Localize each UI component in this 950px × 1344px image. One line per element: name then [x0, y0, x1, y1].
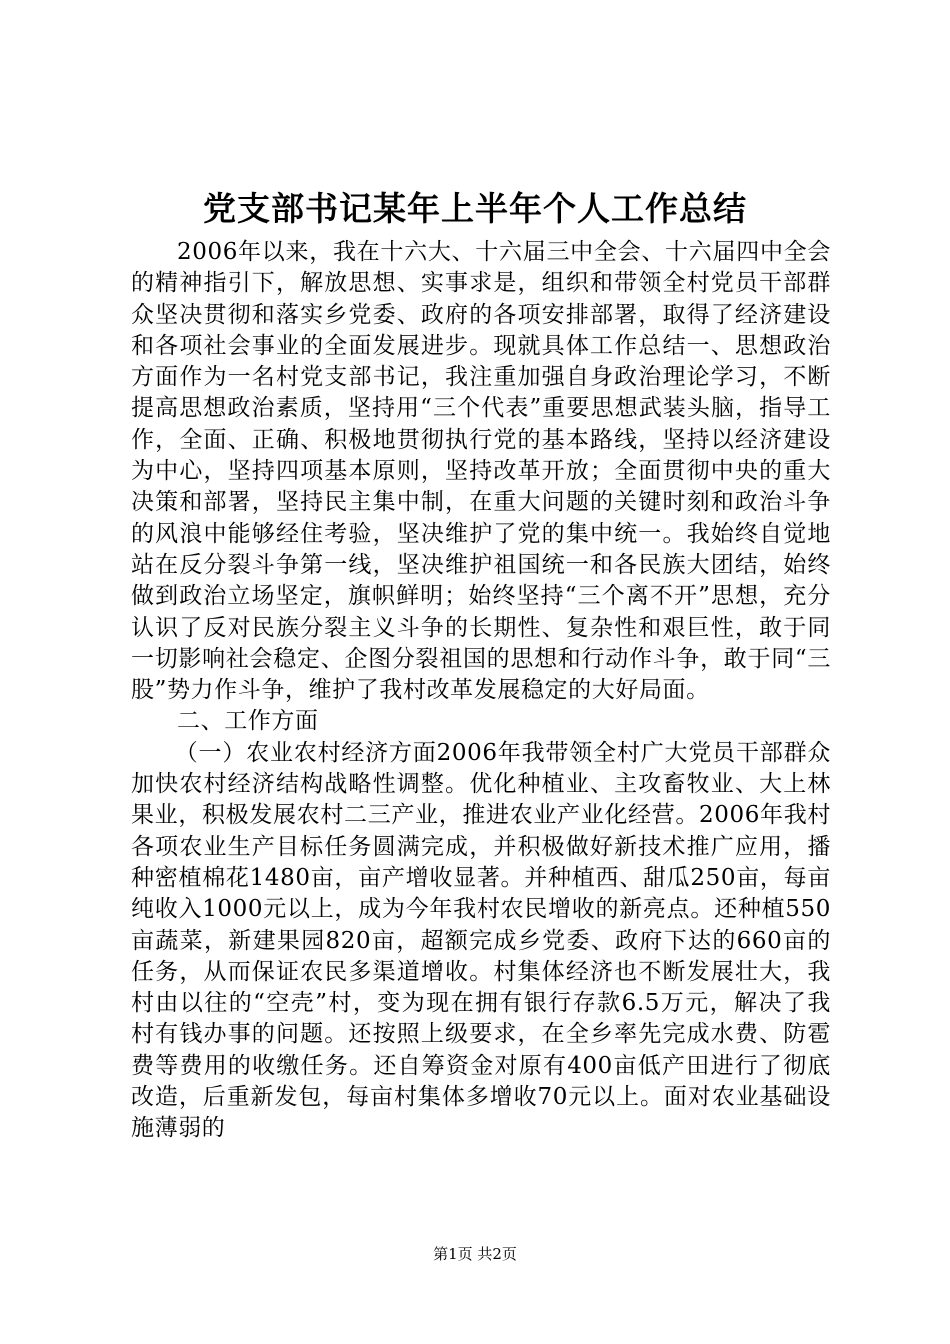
document-body [131, 237, 831, 1145]
paragraph-intro: 2006年以来，我在十六大、十六届三中全会、十六届四中全会的精神指引下，解放思想、实事求是，组织和带领全村党员干部群众坚决贯彻和落实乡党委、政府的各项安排部署，取得了经济建设和各项社会事业的全面发展进步。现就具体工作总结一、思想政治方面作为一名村党支部书记，我注重加强自身政治理论学习，不断提高思想政治素质，坚持用“三个代表”重要思想武装头脑，指导工作，全面、正确、积极地贯彻执行党的基本路线，坚持以经济建设为中心，坚持四项基本原则，坚持改革开放；全面贯彻中央的重大决策和部署，坚持民主集中制，在重大问题的关键时刻和政治斗争的风浪中能够经住考验，坚决维护了党的集中统一。我始终自觉地站在反分裂斗争第一线，坚决维护祖国统一和各民族大团结，始终做到政治立场坚定，旗帜鲜明；始终坚持“三个离不开”思想，充分认识了反对民族分裂主义斗争的长期性、复杂性和艰巨性，敢于同一切影响社会稳定、企图分裂祖国的思想和行动作斗争，敢于同“三股”势力作斗争，维护了我村改革发展稳定的大好局面。 [131, 239, 831, 704]
page-footer: 第1页 共2页 [433, 1245, 517, 1263]
document-title: 党支部书记某年上半年个人工作总结 [203, 189, 747, 228]
section-heading-work: 二、工作方面 [177, 708, 319, 735]
paragraph-agriculture: （一）农业农村经济方面2006年我带领全村广大党员干部群众加快农村经济结构战略性调整。优化种植业、主攻畜牧业、大上林果业，积极发展农村二三产业，推进农业产业化经营。2006年我村各项农业生产目标任务圆满完成，并积极做好新技术推广应用，播种密植棉花1480亩，亩产增收显著。并种植西、甜瓜250亩，每亩纯收入1000元以上，成为今年我村农民增收的新亮点。还种植550亩蔬菜，新建果园820亩，超额完成乡党委、政府下达的660亩的任务，从而保证农民多渠道增收。村集体经济也不断发展壮大，我村由以往的“空壳”村，变为现在拥有银行存款6.5万元，解决了我村有钱办事的问题。还按照上级要求，在全乡率先完成水费、防雹费等费用的收缴任务。还自筹资金对原有400亩低产田进行了彻底改造，后重新发包，每亩村集体多增收70元以上。面对农业基础设施薄弱的 [131, 739, 831, 1142]
